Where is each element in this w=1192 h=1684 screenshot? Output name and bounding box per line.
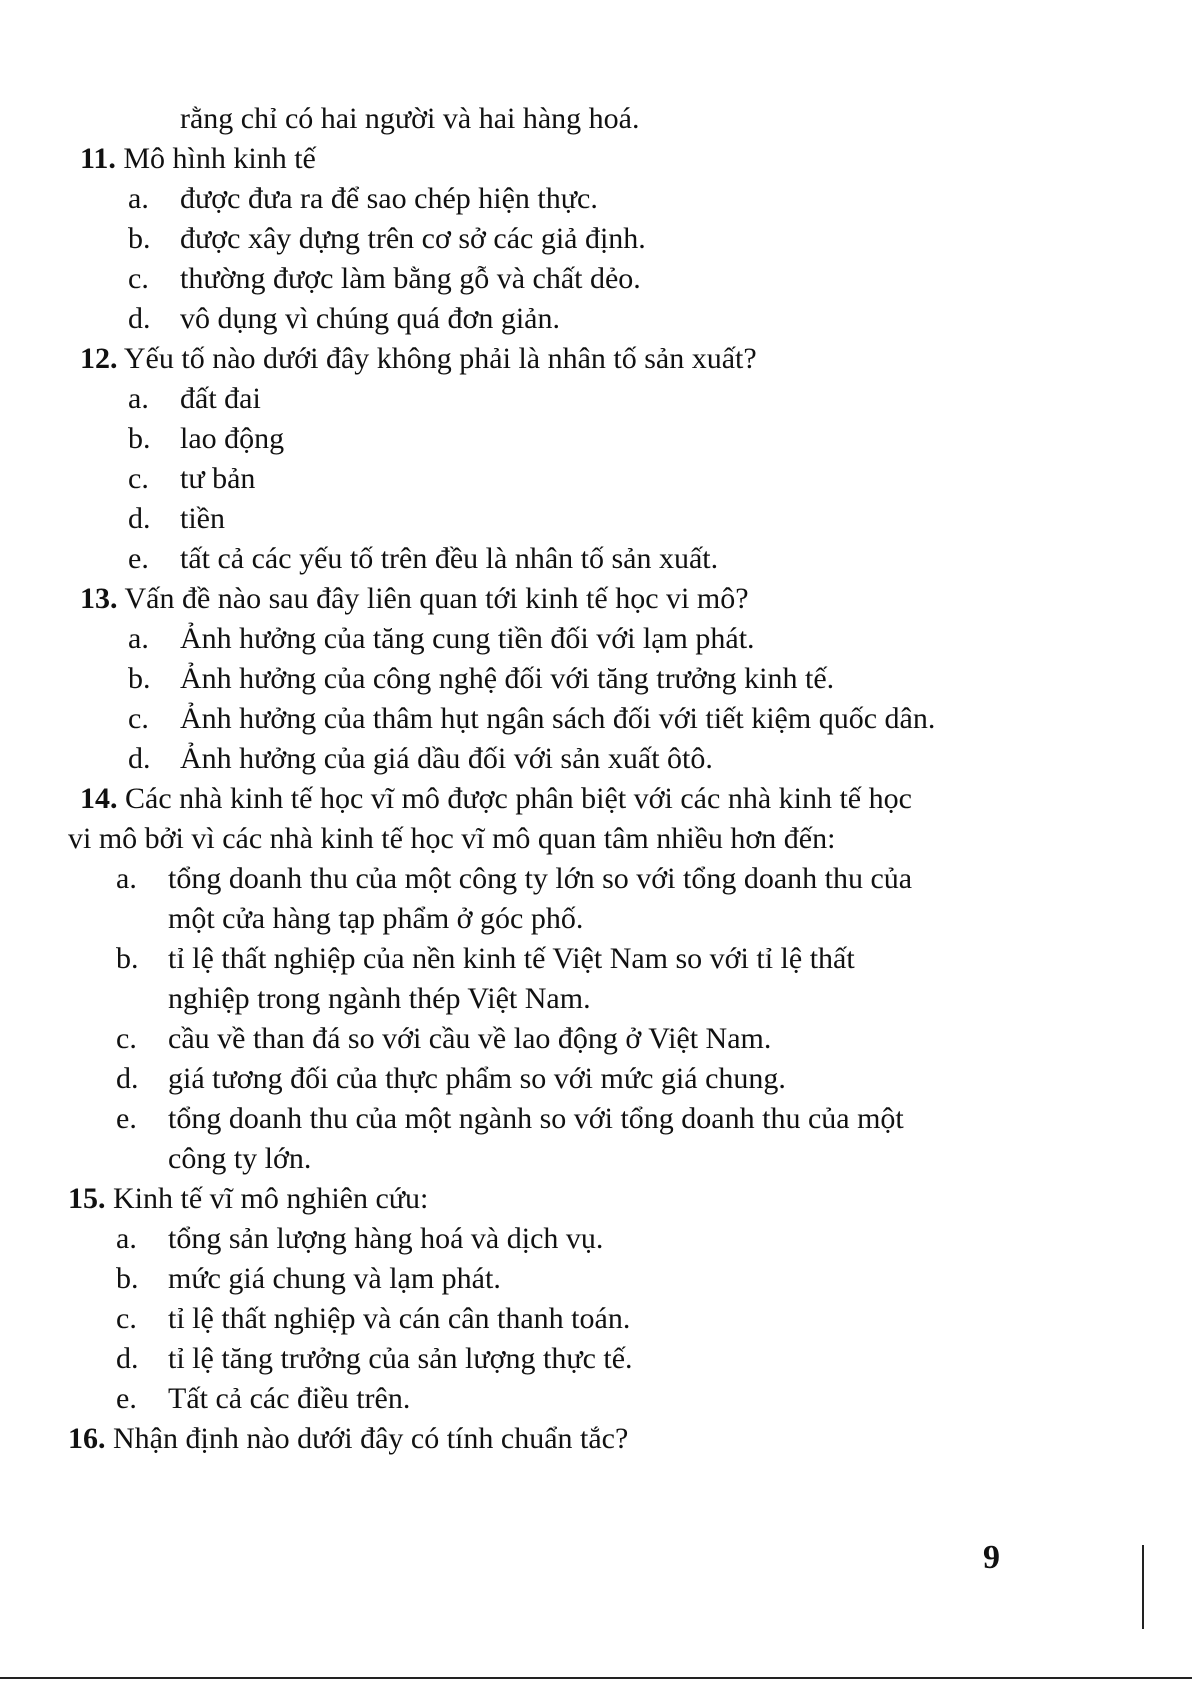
option-text: tỉ lệ thất nghiệp và cán cân thanh toán. <box>168 1302 631 1335</box>
option-letter: a. <box>116 1222 137 1255</box>
question-number: 16. <box>68 1422 106 1455</box>
question-number: 14. <box>80 782 118 815</box>
option-14a <box>116 858 912 900</box>
question-stem: Vấn đề nào sau đây liên quan tới kinh tế học vi mô? <box>124 582 749 615</box>
question-stem: Mô hình kinh tế <box>123 142 316 175</box>
option-15e <box>116 1378 410 1420</box>
option-text: Ảnh hưởng của tăng cung tiền đối với lạm phát. <box>180 622 755 655</box>
option-letter: e. <box>128 542 149 575</box>
option-letter: e. <box>116 1102 137 1135</box>
question-number: 11. <box>80 142 116 175</box>
option-text: tư bản <box>180 462 256 495</box>
option-13b <box>128 658 834 700</box>
option-13a <box>128 618 755 660</box>
option-letter: a. <box>128 622 149 655</box>
question-number: 12. <box>80 342 118 375</box>
option-text: giá tương đối của thực phẩm so với mức giá chung. <box>168 1062 786 1095</box>
question-14 <box>80 778 912 820</box>
question-stem: Nhận định nào dưới đây có tính chuẩn tắc? <box>113 1422 629 1455</box>
option-text: Tất cả các điều trên. <box>168 1382 411 1415</box>
question-number: 15. <box>68 1182 106 1215</box>
option-text: tổng sản lượng hàng hoá và dịch vụ. <box>168 1222 604 1255</box>
scan-edge-line <box>1142 1545 1144 1629</box>
option-text: được xây dựng trên cơ sở các giả định. <box>180 222 646 255</box>
question-stem: Kinh tế vĩ mô nghiên cứu: <box>113 1182 429 1215</box>
option-15b <box>116 1258 501 1300</box>
option-text: Ảnh hưởng của giá dầu đối với sản xuất ôtô. <box>180 742 713 775</box>
question-15 <box>68 1178 428 1220</box>
option-15a <box>116 1218 603 1260</box>
option-13d <box>128 738 713 780</box>
option-text: vô dụng vì chúng quá đơn giản. <box>180 302 560 335</box>
option-letter: d. <box>128 742 151 775</box>
option-13c <box>128 698 935 740</box>
option-14b-continued: nghiệp trong ngành thép Việt Nam. <box>168 982 591 1015</box>
option-11a <box>128 178 598 220</box>
option-14e <box>116 1098 904 1140</box>
question-14-continued: vi mô bởi vì các nhà kinh tế học vĩ mô quan tâm nhiều hơn đến: <box>68 822 836 855</box>
option-text: cầu về than đá so với cầu về lao động ở Việt Nam. <box>168 1022 772 1055</box>
option-11b <box>128 218 646 260</box>
option-text: Ảnh hưởng của thâm hụt ngân sách đối với tiết kiệm quốc dân. <box>180 702 936 735</box>
option-text: tổng doanh thu của một công ty lớn so với tổng doanh thu của <box>168 862 913 895</box>
option-14a-continued: một cửa hàng tạp phẩm ở góc phố. <box>168 902 584 935</box>
option-letter: b. <box>116 942 139 975</box>
option-14d <box>116 1058 786 1100</box>
option-text: thường được làm bằng gỗ và chất dẻo. <box>180 262 641 295</box>
option-12b <box>128 418 284 460</box>
option-letter: a. <box>116 862 137 895</box>
option-letter: d. <box>128 502 151 535</box>
option-12a <box>128 378 261 420</box>
option-text: tất cả các yếu tố trên đều là nhân tố sản xuất. <box>180 542 719 575</box>
bottom-divider <box>0 1677 1192 1679</box>
option-text: lao động <box>180 422 285 455</box>
option-text: tỉ lệ tăng trưởng của sản lượng thực tế. <box>168 1342 633 1375</box>
intro-line: rằng chỉ có hai người và hai hàng hoá. <box>180 102 640 135</box>
option-letter: a. <box>128 182 149 215</box>
option-letter: e. <box>116 1382 137 1415</box>
option-letter: d. <box>128 302 151 335</box>
option-letter: b. <box>128 422 151 455</box>
option-11c <box>128 258 641 300</box>
question-stem: Các nhà kinh tế học vĩ mô được phân biệt với các nhà kinh tế học <box>125 782 912 815</box>
option-letter: a. <box>128 382 149 415</box>
option-letter: c. <box>128 462 149 495</box>
question-number: 13. <box>80 582 118 615</box>
option-text: mức giá chung và lạm phát. <box>168 1262 501 1295</box>
option-text: tổng doanh thu của một ngành so với tổng doanh thu của một <box>168 1102 904 1135</box>
option-14e-continued: công ty lớn. <box>168 1142 312 1175</box>
option-letter: d. <box>116 1342 139 1375</box>
option-15d <box>116 1338 633 1380</box>
option-15c <box>116 1298 630 1340</box>
question-11 <box>80 138 316 180</box>
option-text: đất đai <box>180 382 261 415</box>
option-letter: b. <box>116 1262 139 1295</box>
page-number: 9 <box>983 1539 1000 1576</box>
option-letter: c. <box>128 262 149 295</box>
question-12 <box>80 338 757 380</box>
option-letter: c. <box>128 702 149 735</box>
question-13 <box>80 578 749 620</box>
option-letter: c. <box>116 1302 137 1335</box>
option-12e <box>128 538 718 580</box>
option-text: tỉ lệ thất nghiệp của nền kinh tế Việt Nam so với tỉ lệ thất <box>168 942 855 975</box>
option-letter: b. <box>128 222 151 255</box>
option-14b <box>116 938 855 980</box>
option-12d <box>128 498 225 540</box>
option-letter: c. <box>116 1022 137 1055</box>
option-letter: b. <box>128 662 151 695</box>
option-text: Ảnh hưởng của công nghệ đối với tăng trưởng kinh tế. <box>180 662 835 695</box>
option-letter: d. <box>116 1062 139 1095</box>
question-16 <box>68 1418 628 1460</box>
option-text: được đưa ra để sao chép hiện thực. <box>180 182 598 215</box>
option-text: tiền <box>180 502 225 535</box>
option-12c <box>128 458 255 500</box>
question-stem: Yếu tố nào dưới đây không phải là nhân tố sản xuất? <box>123 342 757 375</box>
option-14c <box>116 1018 771 1060</box>
option-11d <box>128 298 560 340</box>
